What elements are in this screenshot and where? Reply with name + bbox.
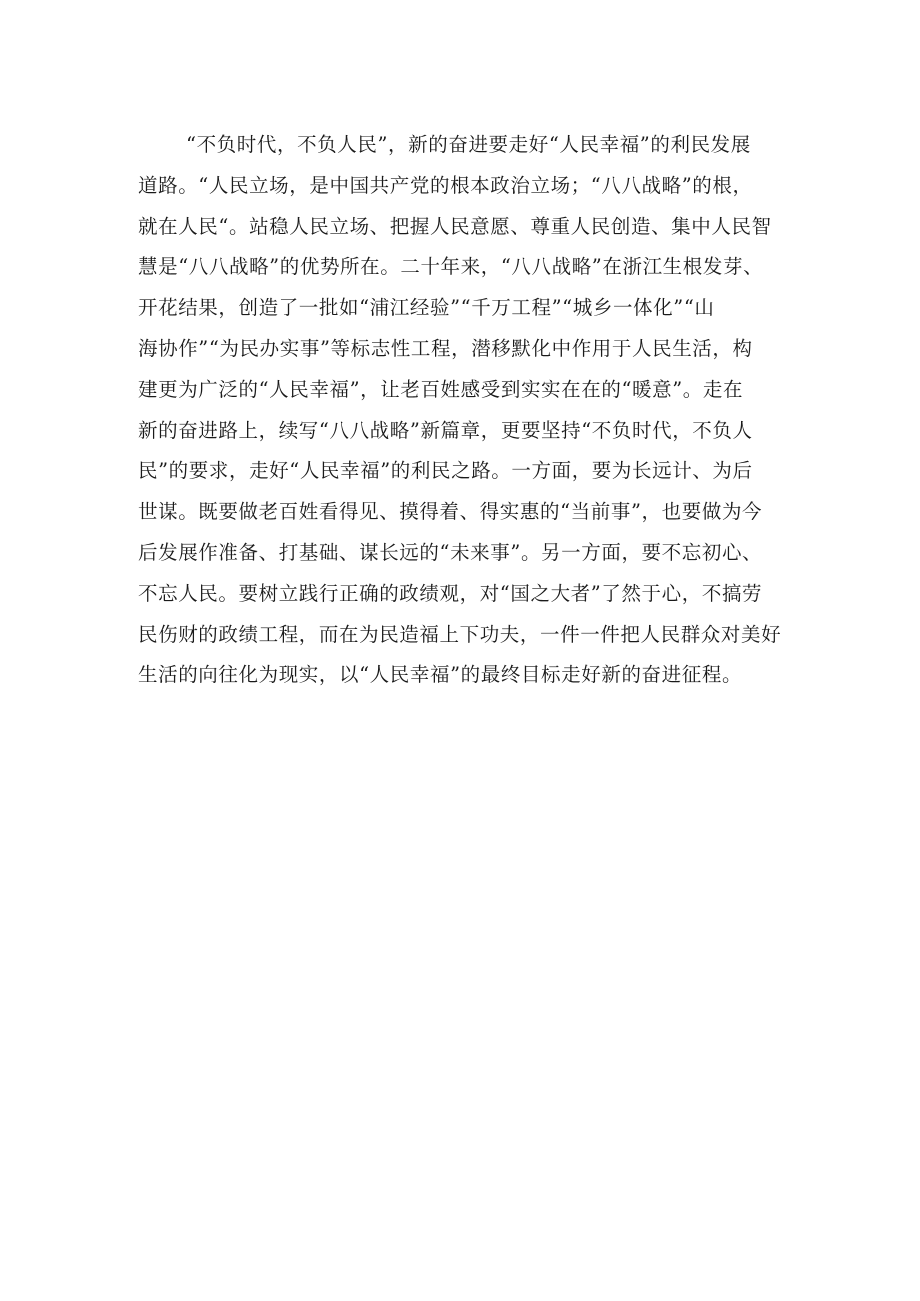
paragraph-line: 道路。“人民立场，是中国共产党的根本政治立场；“八八战略”的根， [138, 173, 753, 197]
paragraph-line: 就在人民“。站稳人民立场、把握人民意愿、尊重人民创造、集中人民智 [138, 214, 772, 238]
body-paragraph [138, 125, 788, 696]
paragraph-line: 开花结果，创造了一批如“浦江经验”“千万工程”“城乡一体化”“山 [138, 296, 715, 320]
paragraph-line: 民”的要求，走好“人民幸福”的利民之路。一方面，要为长远计、为后 [138, 459, 753, 483]
paragraph-line: 生活的向往化为现实，以“人民幸福”的最终目标走好新的奋进征程。 [138, 663, 743, 687]
paragraph-line: 慧是“八八战略”的优势所在。二十年来，“八八战略”在浙江生根发芽、 [138, 255, 764, 279]
paragraph-line: 不忘人民。要树立践行正确的政绩观，对“国之大者”了然于心，不搞劳 [138, 581, 763, 605]
paragraph-line: 民伤财的政绩工程，而在为民造福上下功夫，一件一件把人民群众对美好 [138, 622, 782, 646]
paragraph-line: “不负时代，不负人民”，新的奋进要走好“人民幸福”的利民发展 [186, 133, 751, 156]
paragraph-line: 世谋。既要做老百姓看得见、摸得着、得实惠的“当前事”，也要做为今 [138, 500, 763, 524]
paragraph-line: 后发展作准备、打基础、谋长远的“未来事”。另一方面，要不忘初心、 [138, 540, 763, 564]
paragraph-line: 建更为广泛的“人民幸福”，让老百姓感受到实实在在的“暖意”。走在 [138, 377, 744, 401]
paragraph-line: 新的奋进路上，续写“八八战略”新篇章，更要坚持“不负时代，不负人 [138, 418, 753, 442]
paragraph-line: 海协作”“为民办实事”等标志性工程，潜移默化中作用于人民生活，构 [138, 336, 753, 360]
